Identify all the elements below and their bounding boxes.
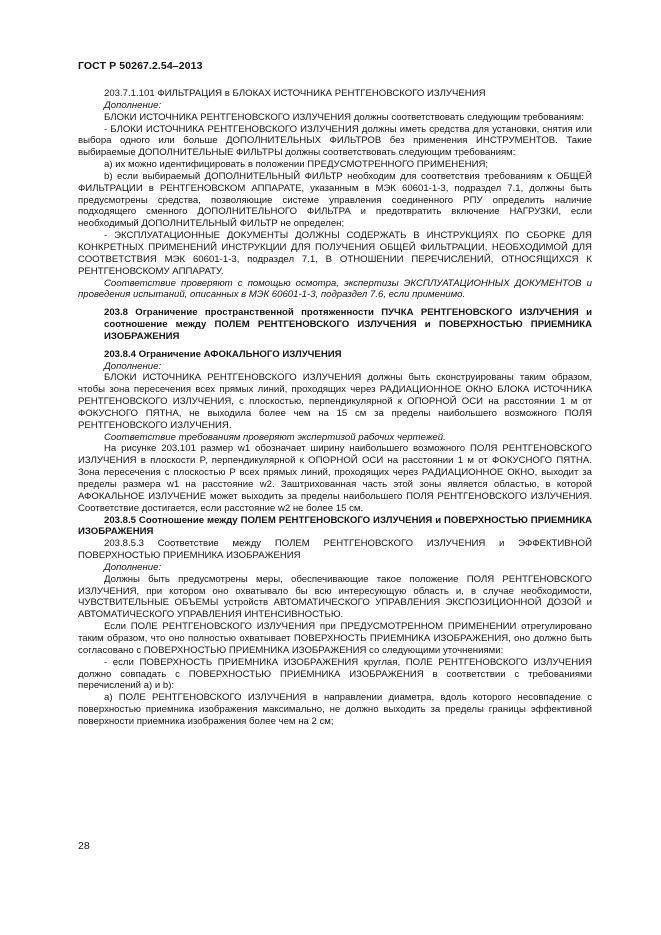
paragraph: Должны быть предусмотрены меры, обеспечивающие такое положение ПОЛЯ РЕНТГЕНОВСКОГО ИЗЛУЧЕНИЯ, при котором оно охватывало бы всю интересующую область и, в случае необходимости, ЧУВСТВИТЕЛЬНЫЕ ОБЪЕМЫ устройств АВТОМАТИЧЕСКОГО УПРАВЛЕНИЯ ЭКСПОЗИЦИОННОЙ ДОЗОЙ и АВТОМАТИЧЕСКОГО УПРАВЛЕНИЯ ИНТЕНСИВНОСТЬЮ.: [78, 573, 592, 621]
document-body: [78, 88, 592, 728]
paragraph: a) ПОЛЕ РЕНТГЕНОВСКОГО ИЗЛУЧЕНИЯ в направлении диаметра, вдоль которого несовпадение с поверхностью приемника изображения максимально, не должно выходить за пределы границы эффективной поверхности приемника изображения более чем на 2 см;: [78, 692, 592, 727]
paragraph: - ЭКСПЛУАТАЦИОННЫЕ ДОКУМЕНТЫ ДОЛЖНЫ СОДЕРЖАТЬ В ИНСТРУКЦИЯХ ПО СБОРКЕ ДЛЯ КОНКРЕТНЫХ ПРИМЕНЕНИЙ ИНСТРУКЦИИ ДЛЯ ПОЛУЧЕНИЯ ОБЩЕЙ ФИЛЬТРАЦИИ, НЕОБХОДИМОЙ ДЛЯ СООТВЕТСТВИЯ МЭК 60601-1-3, подраздел 7.1, В ОТНОШЕНИИ ПЕРЕЧИСЛЕНИЙ, ОТНОСЯЩИХСЯ К РЕНТГЕНОВСКОМУ АППАРАТУ.: [78, 230, 592, 277]
paragraph: 203.8.5.3 Соответствие между ПОЛЕМ РЕНТГЕНОВСКОГО ИЗЛУЧЕНИЯ и ЭФФЕКТИВНОЙ ПОВЕРХНОСТЬЮ ПРИЕМНИКА ИЗОБРАЖЕНИЯ: [78, 538, 592, 562]
standard-header: ГОСТ Р 50267.2.54–2013: [78, 60, 203, 72]
paragraph: 203.8.5 Соотношение между ПОЛЕМ РЕНТГЕНОВСКОГО ИЗЛУЧЕНИЯ и ПОВЕРХНОСТЬЮ ПРИЕМНИКА ИЗОБРАЖЕНИЯ: [78, 514, 592, 538]
paragraph: 203.8 Ограничение пространственной протяженности ПУЧКА РЕНТГЕНОВСКОГО ИЗЛУЧЕНИЯ и соотношение между ПОЛЕМ РЕНТГЕНОВСКОГО ИЗЛУЧЕНИЯ и ПОВЕРХНОСТЬЮ ПРИЕМНИКА ИЗОБРАЖЕНИЯ: [104, 307, 592, 342]
paragraph: Дополнение:: [104, 99, 162, 111]
paragraph: - если ПОВЕРХНОСТЬ ПРИЕМНИКА ИЗОБРАЖЕНИЯ круглая, ПОЛЕ РЕНТГЕНОВСКОГО ИЗЛУЧЕНИЯ должно совпадать с ПОВЕРХНОСТЬЮ ПРИЕМНИКА ИЗОБРАЖЕНИЯ в соответствии с требованиями перечислений a) и b):: [78, 656, 592, 692]
paragraph: Соответствие проверяют с помощью осмотра, экспертизы ЭКСПЛУАТАЦИОННЫХ ДОКУМЕНТОВ и проведения испытаний, описанных в МЭК 60601-1-3, подраздел 7.6, если применимо.: [78, 277, 592, 301]
page-number: 28: [78, 840, 90, 852]
paragraph: Дополнение:: [104, 561, 162, 573]
paragraph: a) их можно идентифицировать в положении ПРЕДУСМОТРЕННОГО ПРИМЕНЕНИЯ;: [104, 159, 489, 171]
paragraph: БЛОКИ ИСТОЧНИКА РЕНТГЕНОВСКОГО ИЗЛУЧЕНИЯ должны соответствовать следующим требованиям:: [104, 111, 584, 123]
paragraph: Дополнение:: [104, 360, 162, 372]
paragraph: b) если выбираемый ДОПОЛНИТЕЛЬНЫЙ ФИЛЬТР необходим для соответствия требованиям к ОБЩЕЙ ФИЛЬТРАЦИИ в РЕНТГЕНОВСКОМ АППАРАТЕ, указанным в МЭК 60601-1-3, подраздел 7.1, должны быть предусмотрены средства, позволяющие системе управления соединенного РПУ определить наличие подходящего сменного ДОПОЛНИТЕЛЬНОГО ФИЛЬТРА и предотвратить включение НАГРУЗКИ, если необходимый ДОПОЛНИТЕЛЬНЫЙ ФИЛЬТР не определен;: [78, 170, 592, 230]
paragraph: БЛОКИ ИСТОЧНИКА РЕНТГЕНОВСКОГО ИЗЛУЧЕНИЯ должны быть сконструированы таким образом, чтобы зона пересечения всех прямых линий, проходящих через РАДИАЦИОННОЕ ОКНО БЛОКА ИСТОЧНИКА РЕНТГЕНОВСКОГО ИЗЛУЧЕНИЯ, с плоскостью, перпендикулярной к ОПОРНОЙ ОСИ на расстоянии 1 м от ФОКУСНОГО ПЯТНА, не выходила более чем на 15 см за пределы наибольшего возможного ПОЛЯ РЕНТГЕНОВСКОГО ИЗЛУЧЕНИЯ.: [78, 372, 592, 431]
paragraph: 203.7.1.101 ФИЛЬТРАЦИЯ в БЛОКАХ ИСТОЧНИКА РЕНТГЕНОВСКОГО ИЗЛУЧЕНИЯ: [104, 88, 486, 99]
paragraph: 203.8.4 Ограничение АФОКАЛЬНОГО ИЗЛУЧЕНИЯ: [104, 348, 342, 360]
paragraph: Соответствие требованиям проверяют экспертизой рабочих чертежей.: [104, 431, 446, 443]
paragraph: На рисунке 203.101 размер w1 обозначает ширину наибольшего возможного ПОЛЯ РЕНТГЕНОВСКОГО ИЗЛУЧЕНИЯ в плоскости P, перпендикулярной к ОПОРНОЙ ОСИ на расстоянии 1 м от ФОКУСНОГО ПЯТНА. Зона пересечения с плоскостью P всех прямых линий, проходящих через РАДИАЦИОННОЕ ОКНО, выходит за пределы размера w1 на расстояние w2. Заштрихованная часть этой зоны является областью, в которой АФОКАЛЬНОЕ ИЗЛУЧЕНИЕ может выходить за пределы наибольшего ПОЛЯ РЕНТГЕНОВСКОГО ИЗЛУЧЕНИЯ. Соответствие достигается, если расстояние w2 не более 15 см.: [78, 443, 592, 514]
paragraph: Если ПОЛЕ РЕНТГЕНОВСКОГО ИЗЛУЧЕНИЯ при ПРЕДУСМОТРЕННОМ ПРИМЕНЕНИИ отрегулировано таким образом, что оно полностью охватывает ПОВЕРХНОСТЬ ПРИЕМНИКА ИЗОБРАЖЕНИЯ, оно должно быть согласовано с ПОВЕРХНОСТЬЮ ПРИЕМНИКА ИЗОБРАЖЕНИЯ со следующими уточнениями:: [78, 621, 592, 656]
paragraph: - БЛОКИ ИСТОЧНИКА РЕНТГЕНОВСКОГО ИЗЛУЧЕНИЯ должны иметь средства для установки, снятия или выбора одного или больше ДОПОЛНИТЕЛЬНЫХ ФИЛЬТРОВ без применения ИНСТРУМЕНТОВ. Такие выбираемые ДОПОЛНИТЕЛЬНЫЕ ФИЛЬТРЫ должны соответствовать следующим требованиям:: [78, 123, 592, 159]
